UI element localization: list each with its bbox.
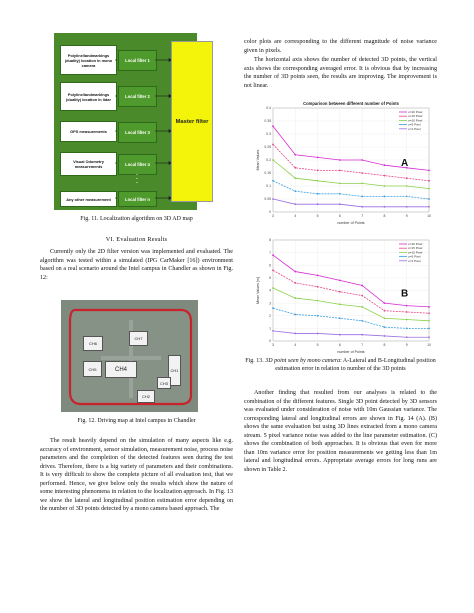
data-point xyxy=(272,254,274,256)
x-tick-label: 4 xyxy=(294,343,297,347)
sensor-box-gps: GPS measurements xyxy=(60,121,117,142)
building-ch6: CH6 xyxy=(83,336,103,351)
data-point xyxy=(361,306,363,308)
data-point xyxy=(294,282,296,284)
data-point xyxy=(384,175,386,177)
data-point xyxy=(361,295,363,297)
data-point xyxy=(272,330,274,332)
data-point xyxy=(272,180,274,182)
data-point xyxy=(384,196,386,198)
section-heading: VI. Evaluation Results xyxy=(105,236,168,243)
local-filter-4: Local filter 4 xyxy=(118,154,157,175)
building-ch3: CH3 xyxy=(157,377,171,389)
x-tick-label: 4 xyxy=(294,214,297,218)
data-point xyxy=(428,180,430,182)
data-point xyxy=(428,206,430,208)
data-point xyxy=(384,185,386,187)
x-tick-label: 6 xyxy=(338,214,341,218)
x-tick-label: 3 xyxy=(272,214,274,218)
local-filter-1: Local filter 1 xyxy=(118,50,157,71)
chart-title: Comparison between different number of Points xyxy=(303,101,399,106)
sensor-box-visual-odometry: Visual Odometry measurements xyxy=(60,152,117,176)
legend-label: σ=20 Pixel xyxy=(408,242,423,246)
data-point xyxy=(317,157,319,159)
paragraph-color-plots: color plots are corresponding to the different magnitude of noise variance given in pixels. xyxy=(244,39,437,54)
y-tick-label: 0.1 xyxy=(266,184,271,189)
legend-label: σ=15 Pixel xyxy=(408,246,423,251)
data-point xyxy=(406,327,408,329)
y-tick-label: 0.3 xyxy=(266,132,271,137)
x-tick-label: 7 xyxy=(361,214,364,218)
y-tick-label: 3 xyxy=(269,301,271,306)
data-point xyxy=(294,297,296,299)
data-point xyxy=(339,170,341,172)
data-point xyxy=(428,312,430,314)
paragraph-feature-combination: Another finding that resulted from our analyses is related to the combination of the different features. Single 3D point detected by 3D sensors was evaluated under consideration of noise with 10m Gaussian variance. The corresponding lateral and longitudinal errors are shown in Fig. 14 (A). (B) shows the same evaluation but using 3D lines extracted from a mono camera stream. 5 pixel variance noise was added to the line parameter estimation. (C) shows the combination of both approaches. It is obvious that even for more than 10m variance error for position measurements we getting less than 1m lateral and longitudinal errors. Appropriate average errors for long runs are shown in Table 2. xyxy=(244,390,437,473)
fig13-caption-emphasis: 3D point seen by mono camera xyxy=(265,358,341,364)
legend-label: σ=5 Pixel xyxy=(408,122,421,127)
y-tick-label: 0.4 xyxy=(266,106,271,111)
data-point xyxy=(339,317,341,319)
ellipsis-dots: • • • xyxy=(136,172,138,186)
local-filter-n: Local filter n xyxy=(118,191,157,207)
y-tick-label: 0.2 xyxy=(266,158,271,163)
x-tick-label: 5 xyxy=(316,343,319,347)
x-tick-label: 8 xyxy=(383,214,386,218)
data-point xyxy=(384,302,386,304)
chart-b-svg xyxy=(255,230,435,355)
data-point xyxy=(317,333,319,335)
panel-label: B xyxy=(401,288,409,300)
legend-label: σ=15 Pixel xyxy=(408,114,423,119)
data-point xyxy=(384,310,386,312)
y-tick-label: 6 xyxy=(269,263,271,268)
data-point xyxy=(339,159,341,161)
data-point xyxy=(317,274,319,276)
data-point xyxy=(339,291,341,293)
x-tick-label: 3 xyxy=(272,343,274,347)
data-point xyxy=(384,206,386,208)
y-tick-label: 8 xyxy=(269,238,271,243)
data-point xyxy=(272,307,274,309)
y-tick-label: 0.35 xyxy=(264,119,271,124)
data-point xyxy=(406,336,408,338)
x-tick-label: 9 xyxy=(405,343,408,347)
y-axis-label: Mean Values xyxy=(256,149,260,171)
building-ch1: CH1 xyxy=(168,355,181,386)
data-point xyxy=(361,159,363,161)
chart-a-svg xyxy=(255,98,435,226)
data-point xyxy=(428,170,430,172)
data-point xyxy=(384,326,386,328)
data-point xyxy=(406,196,408,198)
data-point xyxy=(361,172,363,174)
fig13-caption xyxy=(244,358,437,373)
y-tick-label: 1 xyxy=(269,326,271,331)
y-tick-label: 7 xyxy=(269,250,271,255)
data-point xyxy=(361,206,363,208)
sensor-box-mono-camera: Polyline/landmarkings (duality) location in mono camera xyxy=(60,45,117,75)
campus-map xyxy=(61,300,198,412)
data-point xyxy=(294,154,296,156)
panel-label: A xyxy=(401,158,409,169)
building-ch5: CH5 xyxy=(83,361,102,377)
data-point xyxy=(317,315,319,317)
y-tick-label: 0.25 xyxy=(264,145,271,150)
data-point xyxy=(339,193,341,195)
data-point xyxy=(428,306,430,308)
data-point xyxy=(361,334,363,336)
x-tick-label: 9 xyxy=(405,214,408,218)
data-point xyxy=(317,193,319,195)
y-tick-label: 0.15 xyxy=(264,171,271,176)
data-point xyxy=(317,300,319,302)
y-tick-label: 0.05 xyxy=(264,197,271,202)
data-point xyxy=(294,190,296,192)
legend-label: σ=5 Pixel xyxy=(408,254,421,259)
data-point xyxy=(272,198,274,200)
x-axis-label: number of Points xyxy=(337,350,365,354)
fig11-caption: Fig. 11. Localization algorithm on 3D AD map xyxy=(80,216,193,222)
y-tick-label: 4 xyxy=(269,288,271,293)
data-point xyxy=(339,303,341,305)
data-point xyxy=(361,196,363,198)
data-point xyxy=(406,305,408,307)
paragraph-results: The result heavily depend on the simulation of many aspects like e.g. accuracy of environment, sensor simulation, measurement noise, process noise parameters and the completion of the detected features seen during the test drives. Therefore, there is a big variety of parameters and their combinations. It is very difficult to show the complete picture of all evaluation test, that we performed. Hence, we give below only the results which show the nature of some interesting phenomena in relation to the localization approach. In Fig. 13 we show the lateral and longitudinal position estimation error depending on the number of 3D points detected by a mono camera based approach. The xyxy=(40,438,233,512)
data-point xyxy=(406,185,408,187)
data-point xyxy=(317,180,319,182)
chart-b xyxy=(255,230,435,355)
data-point xyxy=(428,188,430,190)
data-point xyxy=(272,269,274,271)
data-point xyxy=(272,144,274,146)
building-ch2: CH2 xyxy=(137,390,155,403)
data-point xyxy=(272,125,274,127)
data-point xyxy=(294,333,296,335)
data-point xyxy=(294,203,296,205)
fig13-caption-rest: : A-Lateral and B-Longitudinal position estimation error in relation to number of the 3D points xyxy=(275,358,436,372)
master-filter-box: Master filter xyxy=(171,41,213,202)
data-point xyxy=(272,159,274,161)
legend-label: σ=1 Pixel xyxy=(408,258,421,263)
x-tick-label: 7 xyxy=(361,343,364,347)
local-filter-2: Local filter 2 xyxy=(118,86,157,107)
y-tick-label: 5 xyxy=(269,276,271,281)
x-axis-label: number of Points xyxy=(337,221,365,225)
building-ch4: CH4 xyxy=(105,361,137,378)
x-tick-label: 6 xyxy=(338,343,341,347)
data-point xyxy=(317,203,319,205)
legend-label: σ=20 Pixel xyxy=(408,110,423,114)
data-point xyxy=(428,198,430,200)
data-point xyxy=(339,334,341,336)
data-point xyxy=(294,177,296,179)
data-point xyxy=(428,327,430,329)
data-point xyxy=(361,285,363,287)
fig13-caption-lead: Fig. 13. xyxy=(245,358,264,364)
data-point xyxy=(428,336,430,338)
data-point xyxy=(294,271,296,273)
data-point xyxy=(384,164,386,166)
data-point xyxy=(339,280,341,282)
x-tick-label: 10 xyxy=(427,214,431,218)
x-tick-label: 5 xyxy=(316,214,319,218)
data-point xyxy=(339,183,341,185)
chart-a xyxy=(255,98,435,226)
legend-label: σ=10 Pixel xyxy=(408,118,423,123)
data-point xyxy=(294,314,296,316)
data-point xyxy=(428,320,430,322)
data-point xyxy=(384,335,386,337)
data-point xyxy=(384,317,386,319)
building-ch7: CH7 xyxy=(129,331,148,346)
local-filter-3: Local filter 3 xyxy=(118,122,157,143)
data-point xyxy=(361,183,363,185)
data-point xyxy=(406,311,408,313)
sensor-box-other: Any other measurement xyxy=(60,191,117,207)
x-tick-label: 10 xyxy=(427,343,431,347)
paragraph-intro: Currently only the 2D filter version was implemented and evaluated. The algorithm was tested within a simulated (IPG CarMaker [16]) environment based on a real scenario around the Intel campus in Chandler as shown in Fig. 12: xyxy=(40,249,233,281)
data-point xyxy=(339,203,341,205)
y-tick-label: 0 xyxy=(269,339,271,344)
y-axis-label: Mean Values [m] xyxy=(256,277,260,304)
y-tick-label: 0 xyxy=(269,210,271,215)
data-point xyxy=(317,286,319,288)
data-point xyxy=(361,320,363,322)
data-point xyxy=(272,287,274,289)
data-point xyxy=(294,167,296,169)
data-point xyxy=(406,319,408,321)
data-point xyxy=(317,170,319,172)
legend-label: σ=10 Pixel xyxy=(408,250,423,255)
y-tick-label: 2 xyxy=(269,313,271,318)
legend-label: σ=1 Pixel xyxy=(408,126,421,131)
fig12-caption: Fig. 12. Driving map at Intel campus in Chandler xyxy=(77,418,196,424)
data-point xyxy=(406,206,408,208)
x-tick-label: 8 xyxy=(383,343,386,347)
paragraph-axes: The horizontal axis shows the number of detected 3D points, the vertical axis shows the corresponding averaged error. It is obvious that by increasing the number of 3D points seen, the results are improving. The improvement is not linear. xyxy=(244,57,437,89)
data-point xyxy=(406,177,408,179)
sensor-box-lidar: Polyline/landmarkings (duality) location in lidar xyxy=(60,82,117,111)
